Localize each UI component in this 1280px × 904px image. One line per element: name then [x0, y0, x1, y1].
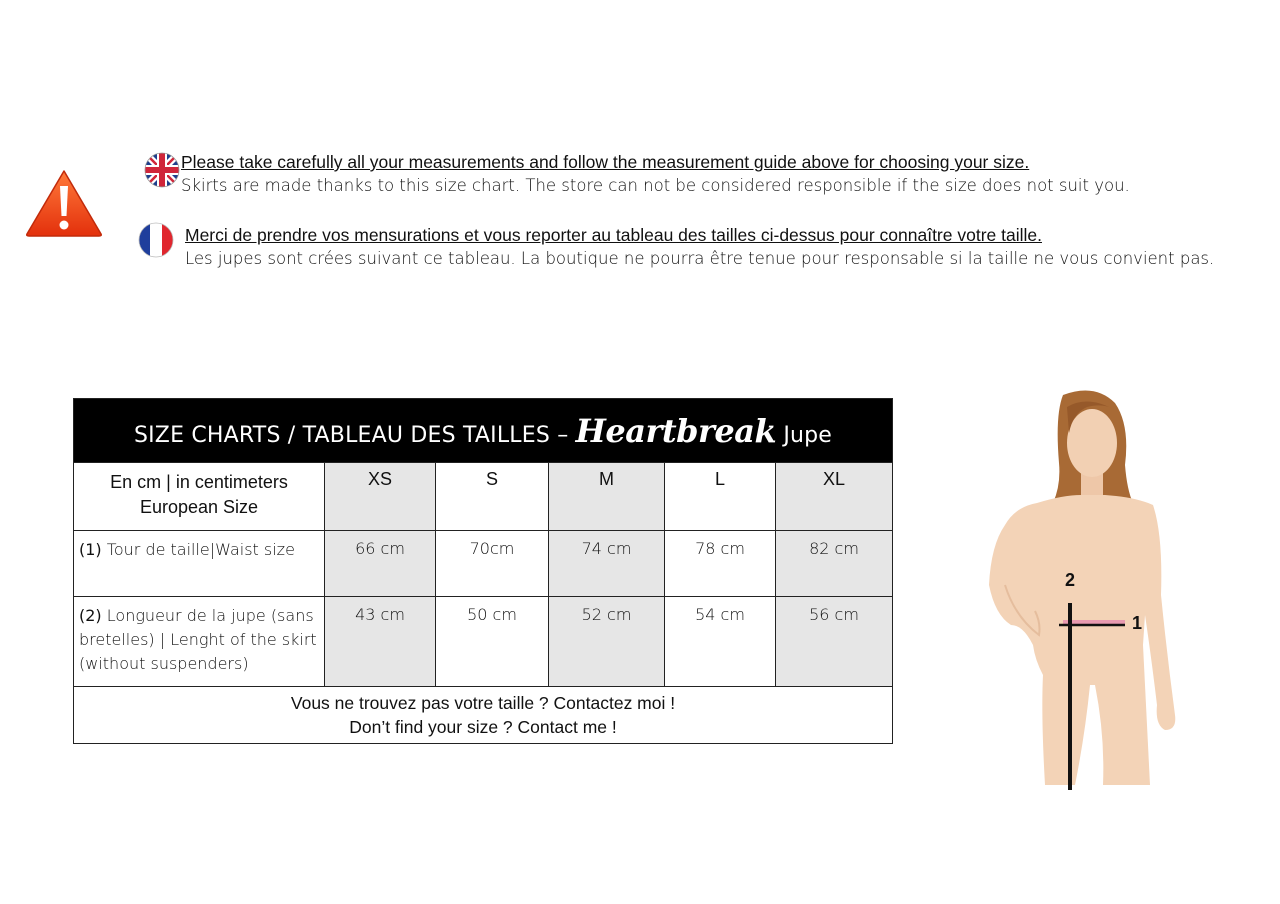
size-chart-title [74, 399, 893, 463]
row-label-length [74, 597, 325, 687]
row-label-text: Tour de taille|Waist size [106, 540, 295, 559]
header-label-cell [74, 463, 325, 531]
table-cell: 82 cm [776, 531, 893, 597]
table-cell: 50 cm [436, 597, 549, 687]
row-label-text: Longueur de la jupe (sans bretelles) | Lenght of the skirt (without suspenders) [79, 606, 317, 673]
body-measurement-figure [975, 385, 1195, 805]
title-suffix: Jupe [783, 422, 833, 448]
notice-english [181, 150, 1130, 198]
size-chart-table [73, 398, 893, 744]
notice-english-body: Skirts are made thanks to this size chart. The store can not be considered responsible if the size does not suit you. [181, 176, 1130, 195]
notice-english-heading: Please take carefully all your measurements and follow the measurement guide above for choosing your size. [181, 152, 1030, 172]
header-row [74, 463, 893, 531]
row-label-waist [74, 531, 325, 597]
marker-2: 2 [1065, 570, 1076, 590]
header-label-european: European Size [139, 497, 259, 517]
table-row-length [74, 597, 893, 687]
size-header-xs: XS [325, 463, 436, 531]
table-cell: 54 cm [665, 597, 776, 687]
table-cell: 74 cm [549, 531, 665, 597]
title-prefix: SIZE CHARTS / TABLEAU DES TAILLES – [133, 422, 569, 448]
fr-flag-icon [138, 222, 174, 258]
contact-text-fr: Vous ne trouvez pas votre taille ? Contactez moi ! [290, 693, 676, 713]
table-cell: 52 cm [549, 597, 665, 687]
table-cell: 56 cm [776, 597, 893, 687]
size-header-xl: XL [776, 463, 893, 531]
table-cell: 66 cm [325, 531, 436, 597]
contact-footer [74, 687, 893, 744]
uk-flag-icon [144, 152, 180, 188]
row-number: (2) [79, 606, 102, 625]
header-label-units: En cm | in centimeters [110, 472, 288, 492]
torso-shape [989, 495, 1175, 785]
size-header-s: S [436, 463, 549, 531]
table-cell: 43 cm [325, 597, 436, 687]
warning-triangle-icon [24, 168, 104, 238]
notice-french-heading: Merci de prendre vos mensurations et vous reporter au tableau des tailles ci-dessus pour connaître votre taille. [185, 225, 1042, 245]
marker-1: 1 [1132, 613, 1143, 633]
contact-text-en: Don’t find your size ? Contact me ! [349, 717, 617, 737]
row-number: (1) [79, 540, 102, 559]
notice-french [185, 223, 1214, 271]
size-header-m: M [549, 463, 665, 531]
notice-french-body: Les jupes sont crées suivant ce tableau. La boutique ne pourra être tenue pour responsable si la taille ne vous convient pas. [185, 249, 1215, 268]
table-cell: 78 cm [665, 531, 776, 597]
table-cell: 70cm [436, 531, 549, 597]
table-row-waist [74, 531, 893, 597]
footer-row [74, 687, 893, 744]
size-header-l: L [665, 463, 776, 531]
brand-name: Heartbreak [575, 411, 777, 450]
